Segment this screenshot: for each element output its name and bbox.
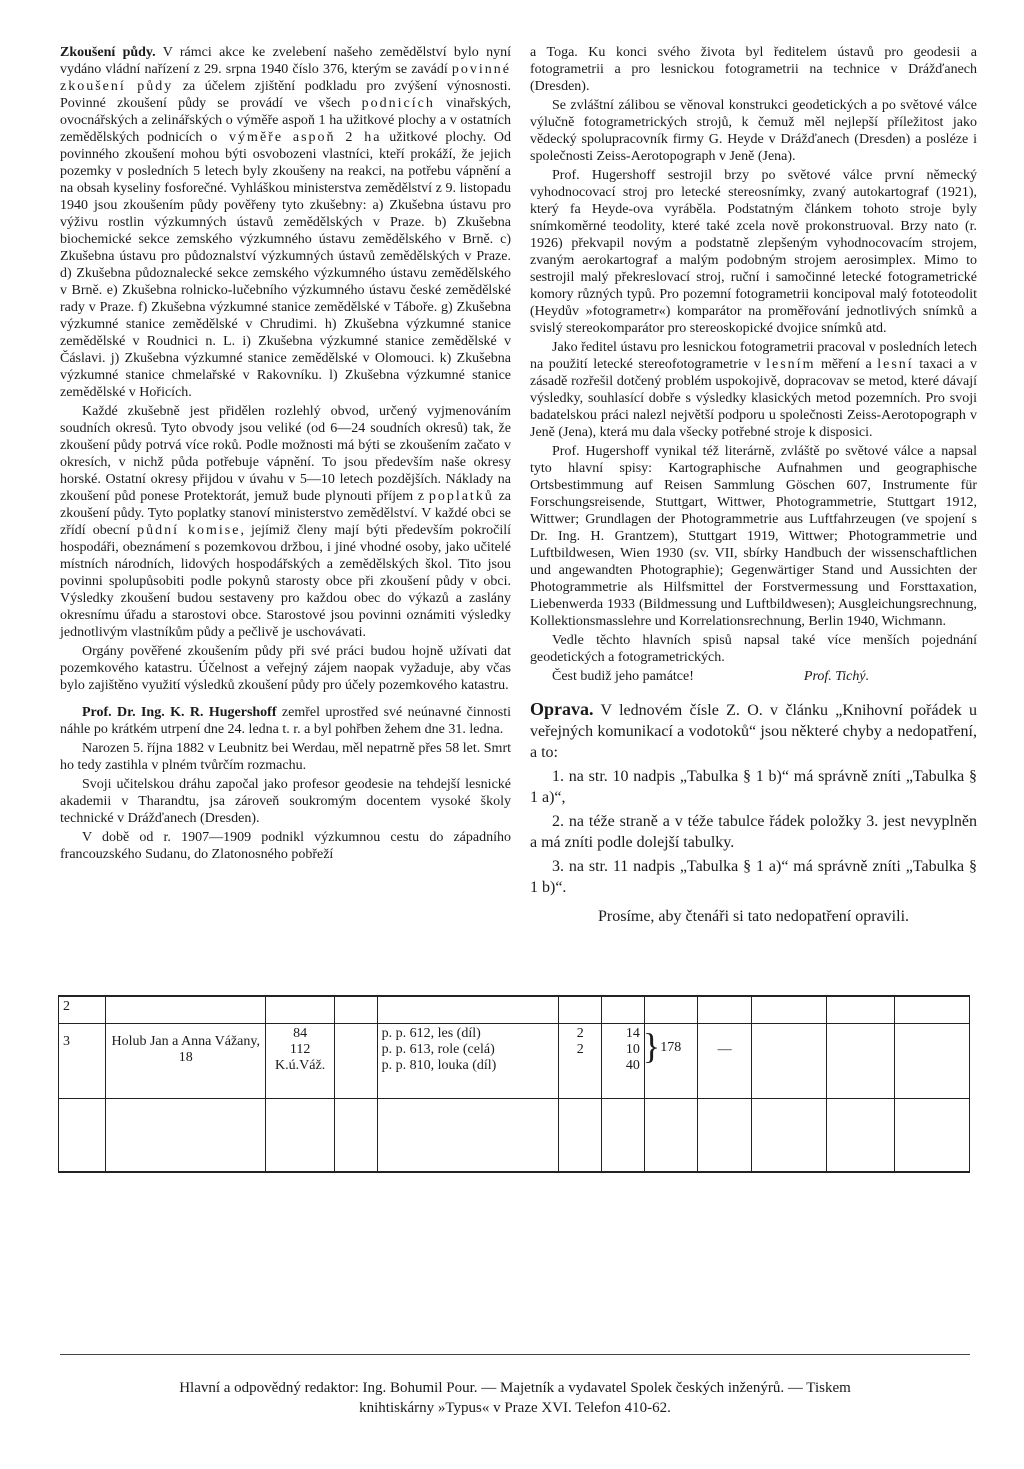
article-soil-testing: Zkoušení půdy. V rámci akce ke zvelebení našeho zemědělství bylo nyní vydáno vládní nařízení z 29. srpna 1940 číslo 376, kterým se zavádí povinné zkoušení půdy za účelem zjištění podkladu pro zvýšení výnosnosti. Povinné zkoušení půdy se provádí ve všech podnicích vinařských, ovocnářských a zelinářských o výměře aspoň 1 ha užitkové plochy a v ostatních zemědělských podnicích o výměře aspoň 2 ha užitkové plochy. Od povinného zkoušení mohou býti osvobozeni vlastníci, kteří prokáží, že jejich pozemky v posledních 5 letech byly zkoušeny na reakci, na potřebu vápnění a na obsah kyseliny fosforečné. Vyhláškou ministerstva zemědělství z 9. listopadu 1940 jsou zkoušením půdy pověřeny tyto zkušebny: a) Zkušebna ústavu pro výživu rostlin výzkumných ústavů zemědělských v Praze. b) Zkušebna biochemické sekce zemského výzkumného ústavu zemědělského v Brně. c) Zkušebna ústavu pro půdoznalství výzkumných ústavů zemědělských v Praze. d) Zkušebna půdoznalecké sekce zemského výzkumného ústavu zemědělského v Brně. e) Zkušebna rolnicko-lučebního výzkumného ústavu české zemědělské rady v Praze. f) Zkušebna výzkumné stanice zemědělské v Táboře. g) Zkušebna výzkumné stanice zemědělské v Chrudimi. h) Zkušebna výzkumné stanice zemědělské v Roudnici n. L. i) Zkušebna výzkumné stanice zemědělské v Čáslavi. j) Zkušebna výzkumné stanice zemědělské v Olomouci. k) Zkušebna výzkumné stanice chmelařské v Rakovníku. l) Zkušebna výzkumné stanice zemědělské v Hořicích. [60, 45, 512, 400]
owner-name: Holub Jan a Anna Vážany, 18 [106, 1024, 266, 1099]
author-signature: Prof. Tichý. [803, 669, 870, 684]
parcel-ids: 84 112 K.ú.Váž. [266, 1024, 334, 1099]
correction-title: Oprava. [530, 699, 594, 719]
obituary-name: Prof. Dr. Ing. K. R. Hugershoff [82, 705, 277, 720]
paragraph: Prof. Hugershoff vynikal též literárně, zvláště po světové válce a napsal tyto hlavní spisy: Kartographische Aufnahmen und geographische Ortsbestimmung auf Reisen Sammlung Göschen 607, Instrumente für Forschungsreisende, Stuttgart, Wittwer, Photogrammetrie, Stuttgart 1912, Wittwer; Grundlagen der Photogrammetrie aus Luftfahrzeugen (ve spojení s Dr. Ing. H. Grantzem), Stuttgart 1919, Wittwer; Photogrammetrie und Luftbildwesen, Wien 1930 (sv. VII, sbírky Handbuch der wissenschaftlichen und angewandten Photographie); Gegenwärtiger Stand und Aussichten der Photogrammetrie als Hilfsmittel der Forstvermessung und Forsttaxation, Liebenwerda 1933 (Bildmessung und Luftbildwesen); Ausgleichungsrechnung, Kollektionsmasslehre und Korrelationsrechnung, Berlin 1940, Wichmann. [530, 444, 977, 629]
row-number: 2 [59, 996, 106, 1024]
article-title: Zkoušení půdy. [60, 45, 156, 60]
row-number: 3 [59, 1024, 106, 1099]
paragraph: Jako ředitel ústavu pro lesnickou fotogrametrii pracoval v posledních letech na použití letecké stereofotogrametrie v lesním měření a lesní taxaci a v zásadě rozřešil dotčený problém uspokojivě, dopracovav se metod, které dávají výsledky, souhlasící dobře s výsledky klasických metod pozemních. Pro svoji badatelskou práci nalezl největší podporu u společnosti Zeiss-Aerotopograph v Jeně (Jena), která mu dala všecky potřebné stroje k disposici. [530, 340, 977, 440]
correction-item: 2. na téže straně a v téže tabulce řádek položky 3. jest nevyplněn a má zníti podle dolejší tabulky. [530, 813, 977, 851]
table-row [59, 1099, 970, 1173]
col-b-values: 14 10 40 [602, 1024, 645, 1099]
footer-line: knihtiskárny »Typus« v Praze XVI. Telefon 410-62. [359, 1400, 671, 1416]
total-value: 178 [660, 1040, 682, 1055]
paragraph: a Toga. Ku konci svého života byl ředitelem ústavů pro geodesii a fotogrametrii a pro lesnickou fotogrametrii na technice v Drážďanech (Dresden). [530, 45, 977, 94]
col-a-values: 2 2 [559, 1024, 602, 1099]
brace-glyph: } [642, 1026, 661, 1066]
left-column [60, 44, 511, 865]
footer-rule [60, 1354, 970, 1355]
signature-line: Čest budiž jeho památce! Prof. Tichý. [552, 669, 870, 684]
correction-table [58, 995, 970, 1173]
right-column [530, 44, 977, 930]
paragraph: Se zvláštní zálibou se věnoval konstrukci geodetických a po světové válce výlučně fotogrametrických strojů, k čemuž měl nejlepší příležitost jako vědecký spolupracovník firmy G. Heyde v Drážďanech (Dresden) a posléze i společnosti Zeiss-Aerotopograph v Jeně (Jena). [530, 98, 977, 164]
parcel-descriptions: p. p. 612, les (díl) p. p. 613, role (celá) p. p. 810, louka (díl) [377, 1024, 559, 1099]
paragraph: Svoji učitelskou dráhu započal jako profesor geodesie na tehdejší lesnické akademii v Tharandtu, jsa zároveň soukromým docentem vysoké školy technické v Drážďanech (Dresden). [60, 777, 511, 826]
paragraph: Každé zkušebně jest přidělen rozlehlý obvod, určený vyjmenováním soudních okresů. Tyto obvody jsou veliké (od 6—24 soudních okresů) tak, že zkoušení půdy potrvá více roků. Podle možnosti má býti se zkoušením začato v okresích, v nichž půda potřebuje vápnění. To jsou především naše okresy horské. Ostatní okresy přijdou v úvahu v 5—10 letech pozdějších. Náklady na zkoušení půd ponese Protektorát, jemuž bude plynouti příjem z poplatků za zkoušení půdy. Tyto poplatky stanoví ministerstvo zemědělství. V každé obci se zřídí obecní půdní komise, jejímiž členy mají býti především pokročilí hospodáři, obeznámení s pozemkovou držbou, i jiné vhodné osoby, jako učitelé místních národních, lidových hospodářských a zemědělských škol. Tito jsou povinni spolupůsobiti podle pokynů starosty obce při zkoušení půdy v obci. Výsledky zkoušení budou sestaveny pro každou obec do výkazů a zaslány okresnímu úřadu a starostovi obce. Starostové jsou povinni oznámiti výsledky jednotlivým vlastníkům půdy a pečlivě je uschovávati. [60, 404, 511, 640]
total-cell [644, 1024, 697, 1099]
paragraph: Prof. Hugershoff sestrojil brzy po světové válce první německý vyhodnocovací stroj pro letecké stereosnímky, zvaný autokartograf (1921), který fa Heyde-ova vyráběla. Podstatným článkem tohoto stroje byly snímkoměrné teodolity, které také zcela nově prokonstruoval. Brzy nato (r. 1926) překvapil novým a podstatně zlepšeným vyhodnocovacím strojem, zvaným aerokartograf a malým podobným strojem aerosimplex. Mimo to sestrojil malý překreslovací stroj, ruční i samočinné letecké fotogrametrické komory různých typů. Pro pozemní fotogrametrii koncipoval malý fototeodolit (Heydův »fotogrametr«) komparátor na proměřování jednotlivých snímků a svislý stereokomparátor pro stereoskopické dvojice snímků atd. [530, 168, 977, 336]
correction-item: 1. na str. 10 nadpis „Tabulka § 1 b)“ má správně zníti „Tabulka § 1 a)“, [530, 768, 977, 806]
correction-closing: Prosíme, aby čtenáři si tato nedopatření opravili. [597, 908, 910, 925]
paragraph: Vedle těchto hlavních spisů napsal také více menších pojednání geodetických a fotogrametrických. [530, 633, 977, 665]
dash-cell: — [698, 1024, 751, 1099]
table-row [59, 1024, 970, 1099]
correction-notice: Oprava. V lednovém čísle Z. O. v článku „Knihovní pořádek u veřejných komunikací a vodotoků“ jsou některé chyby a nedopatření, a to: 1. na str. 10 nadpis „Tabulka § 1 b)“ má správně zníti „Tabulka § 1 a)“, 2. na téže straně a v téže tabulce řádek položky 3. jest nevyplněn a má zníti podle dolejší tabulky. 3. na str. 11 nadpis „Tabulka § 1 a)“ má správně zníti „Tabulka § 1 b)“. Prosíme, aby čtenáři si tato nedopatření opravili. [530, 699, 977, 925]
footer [60, 1378, 970, 1418]
paragraph: V době od r. 1907—1909 podnikl výzkumnou cestu do západního francouzského Sudanu, do Zlatonosného pobřeží [60, 830, 511, 862]
footer-line: Hlavní a odpovědný redaktor: Ing. Bohumil Pour. — Majetník a vydavatel Spolek českých inženýrů. — Tiskem [179, 1380, 851, 1396]
obituary-paragraph: Prof. Dr. Ing. K. R. Hugershoff zemřel uprostřed své neúnavné činnosti náhle po krátkém utrpení dne 24. ledna t. r. a byl pohřben žehem dne 31. ledna. [60, 705, 512, 737]
paragraph: Narozen 5. října 1882 v Leubnitz bei Werdau, měl nepatrně přes 58 let. Smrt ho tedy zastihla v plném tvůrčím rozmachu. [60, 741, 511, 773]
paragraph: Orgány pověřené zkoušením půdy při své práci budou hojně užívati dat pozemkového katastru. Účelnost a veřejný zájem naopak vyžaduje, aby včas bylo zajištěno využití výsledků zkoušení půdy pro účely pozemkového katastru. [60, 644, 511, 693]
correction-item: 3. na str. 11 nadpis „Tabulka § 1 a)“ má správně zníti „Tabulka § 1 b)“. [530, 858, 977, 896]
table-row [59, 996, 970, 1024]
